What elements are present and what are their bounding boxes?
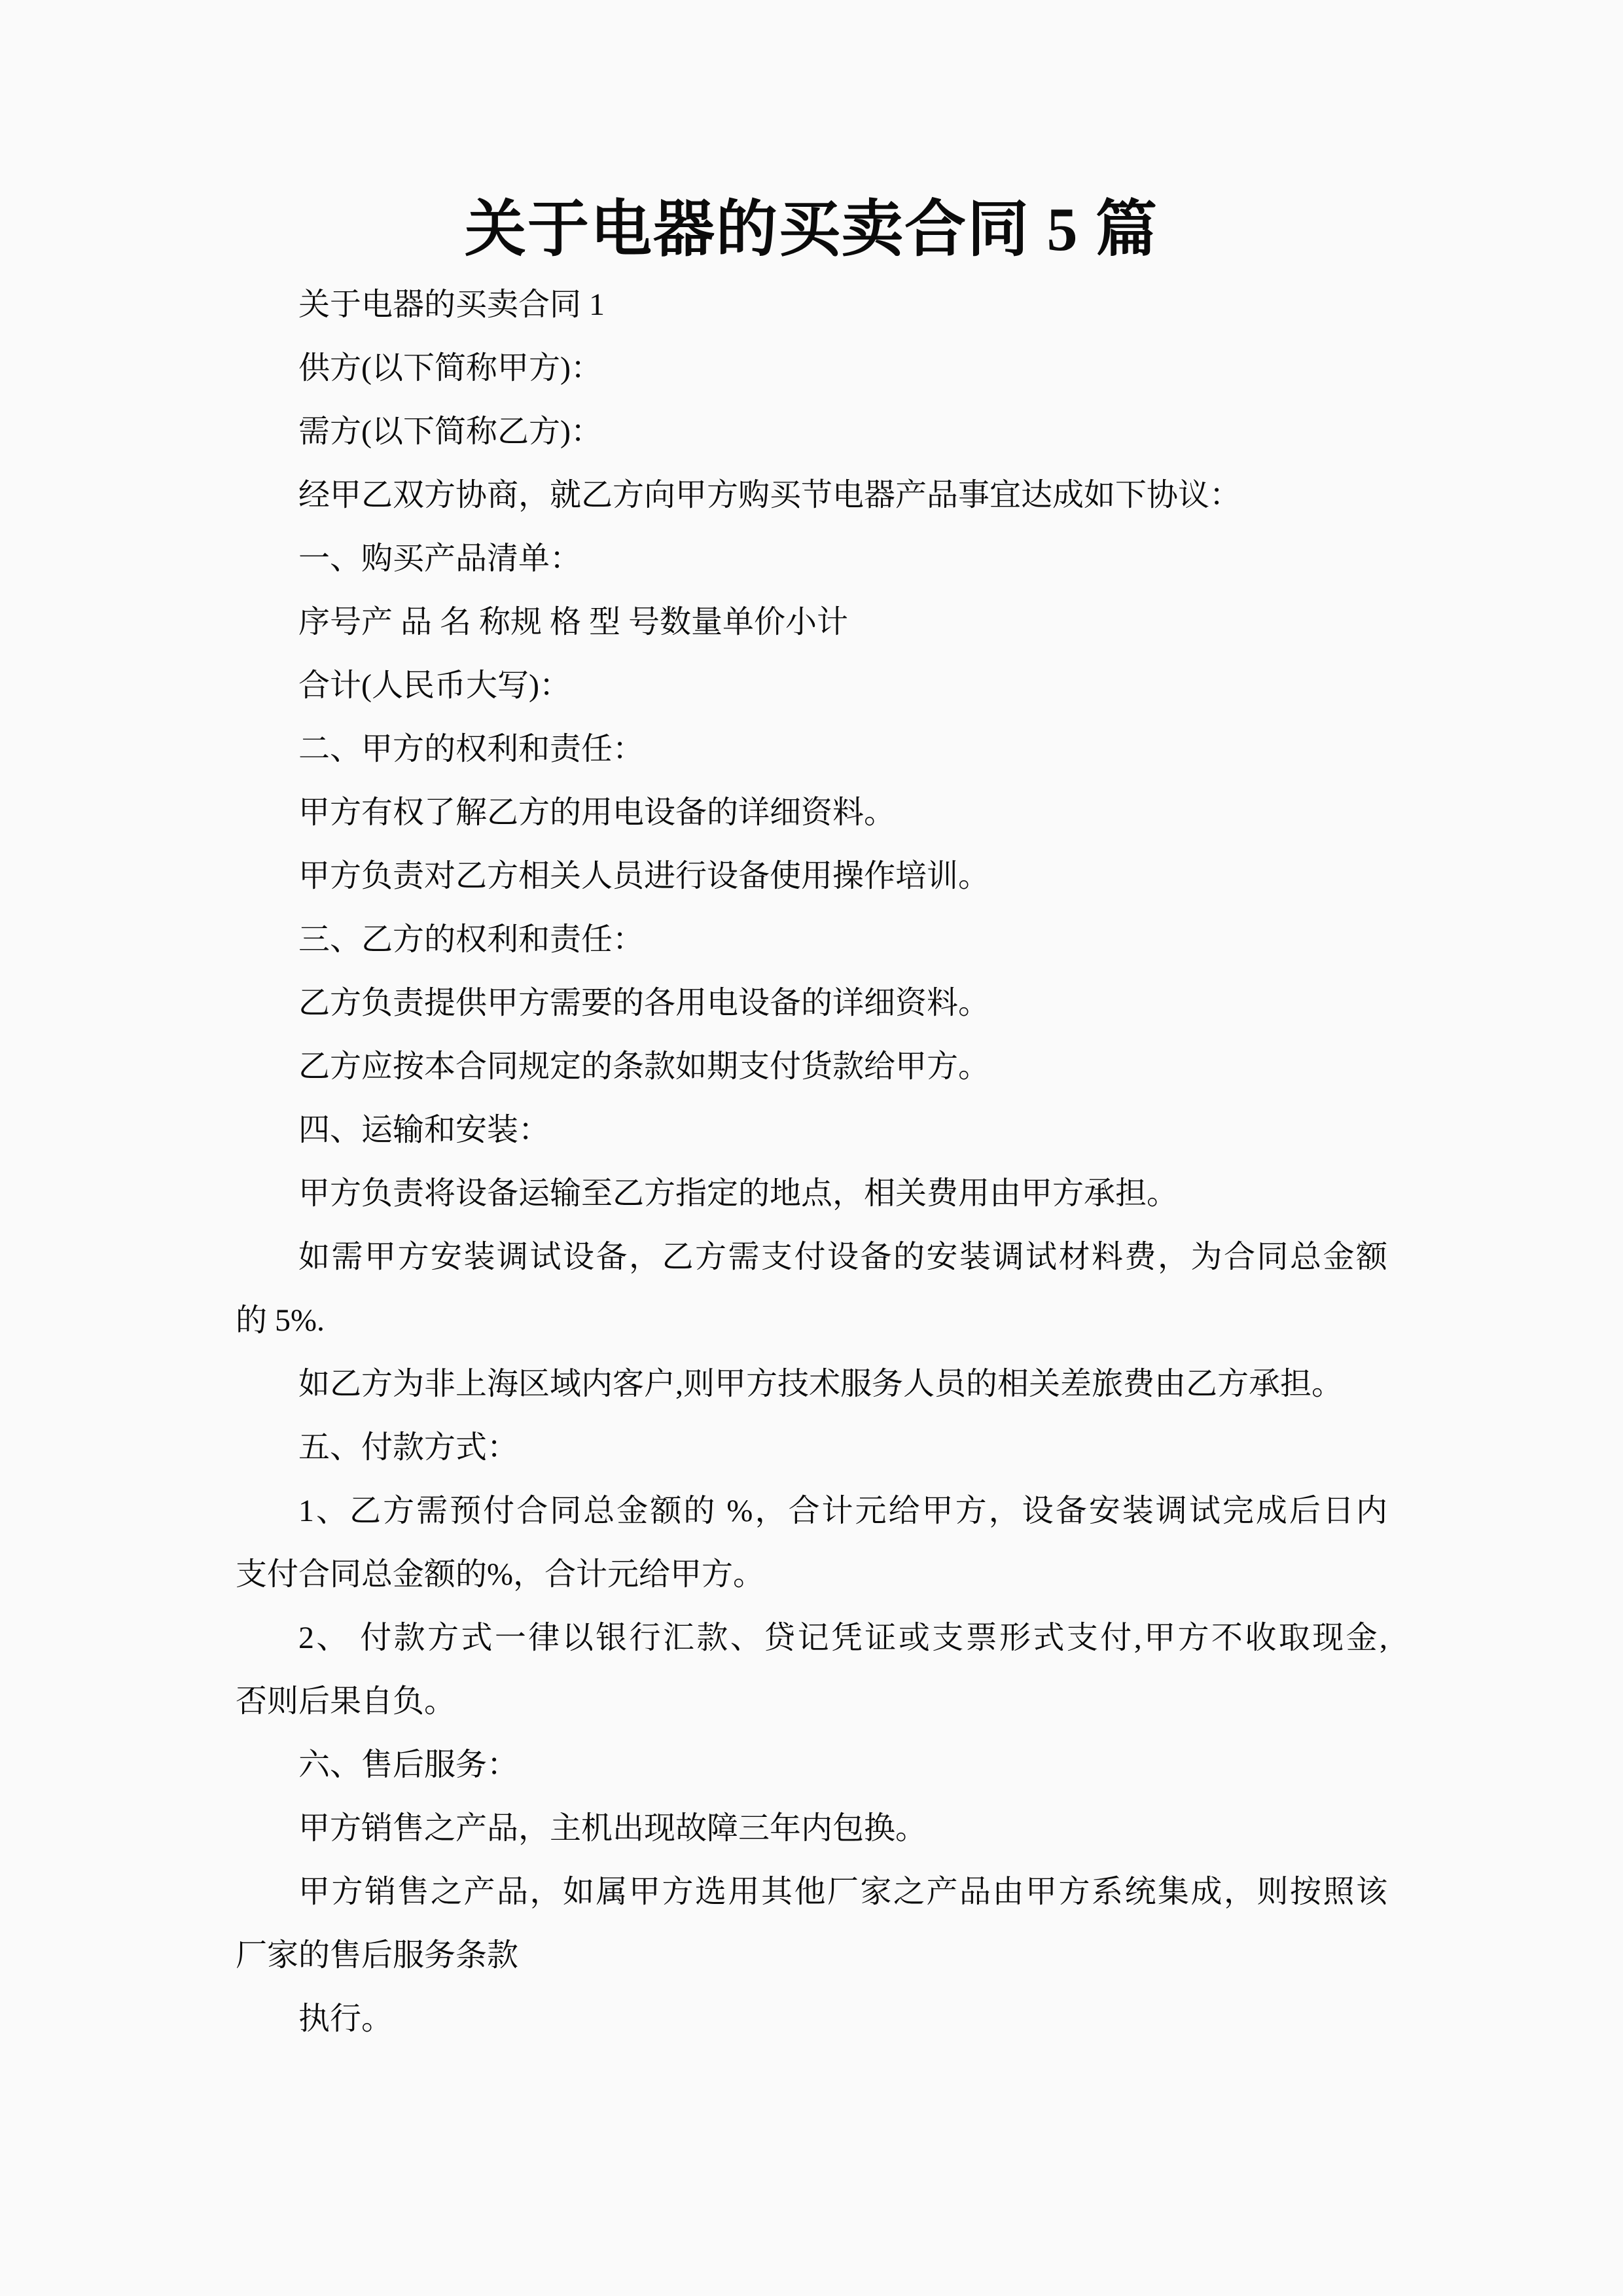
paragraph-line: 厂家的售后服务条款: [236, 1938, 519, 1973]
paragraph-line: 甲方有权了解乙方的用电设备的详细资料。: [298, 795, 896, 830]
paragraph-line: 的 5%.: [236, 1303, 325, 1338]
paragraph-line: 甲方销售之产品，如属甲方选用其他厂家之产品由甲方系统集成，则按照该: [298, 1874, 1387, 1909]
paragraph-line: 如需甲方安装调试设备，乙方需支付设备的安装调试材料费，为合同总金额: [298, 1240, 1387, 1274]
paragraph-line: 甲方销售之产品，主机出现故障三年内包换。: [298, 1811, 927, 1846]
paragraph-line: 关于电器的买卖合同 1: [298, 287, 605, 322]
paragraph-line: 否则后果自负。: [236, 1684, 456, 1719]
paragraph-line: 二、甲方的权利和责任：: [298, 732, 645, 766]
paragraph-line: 如乙方为非上海区域内客户,则甲方技术服务人员的相关差旅费由乙方承担。: [298, 1367, 1344, 1401]
paragraph-line: 2、 付款方式一律以银行汇款、贷记凭证或支票形式支付,甲方不收取现金,: [298, 1621, 1387, 1655]
paragraph-line: 执行。: [298, 2001, 393, 2036]
paragraph-line: 乙方负责提供甲方需要的各用电设备的详细资料。: [298, 986, 990, 1020]
paragraph-line: 经甲乙双方协商，就乙方向甲方购买节电器产品事宜达成如下协议：: [298, 478, 1241, 512]
document-title: 关于电器的买卖合同 5 篇: [464, 196, 1158, 264]
paragraph-line: 序号产 品 名 称规 格 型 号数量单价小计: [298, 605, 849, 639]
paragraph-line: 甲方负责将设备运输至乙方指定的地点，相关费用由甲方承担。: [298, 1176, 1179, 1211]
document-body: [236, 273, 1387, 2051]
paragraph-line: 供方(以下简称甲方)：: [298, 351, 602, 386]
paragraph-line: 乙方应按本合同规定的条款如期支付货款给甲方。: [298, 1049, 990, 1084]
paragraph-line: 五、付款方式：: [298, 1430, 519, 1465]
paragraph-line: 三、乙方的权利和责任：: [298, 922, 645, 957]
paragraph-line: 四、运输和安装：: [298, 1113, 550, 1147]
paragraph-line: 支付合同总金额的%，合计元给甲方。: [236, 1557, 764, 1592]
paragraph-line: 1、乙方需预付合同总金额的 %，合计元给甲方，设备安装调试完成后日内: [298, 1494, 1387, 1528]
paragraph-line: 一、购买产品清单：: [298, 541, 582, 576]
paragraph-line: 需方(以下简称乙方)：: [298, 414, 602, 449]
paragraph-line: 合计(人民币大写)：: [298, 668, 571, 703]
paragraph-line: 六、售后服务：: [298, 1748, 519, 1782]
paragraph-line: 甲方负责对乙方相关人员进行设备使用操作培训。: [298, 859, 990, 893]
